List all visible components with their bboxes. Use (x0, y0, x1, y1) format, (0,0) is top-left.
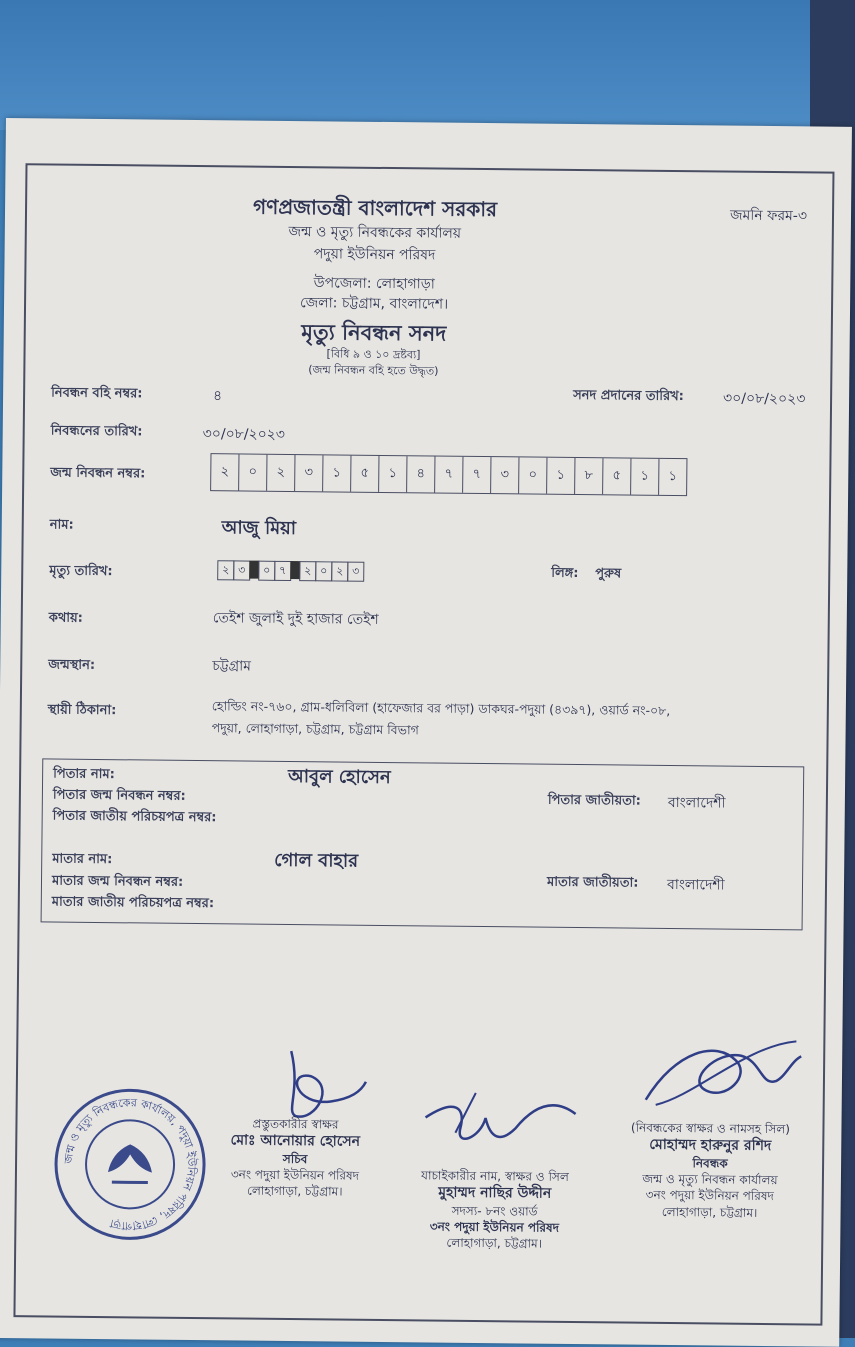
father-reg-label: পিতার জন্ম নিবন্ধন নম্বর: (52, 787, 186, 804)
birth-reg-label: জন্ম নিবন্ধন নম্বর: (50, 465, 146, 482)
registrar-office: জন্ম ও মৃত্যু নিবন্ধন কার্যালয় (642, 1171, 778, 1188)
seal-emblem-icon (108, 1144, 152, 1172)
preparer-title: সচিব (282, 1152, 308, 1167)
preparer-block (190, 1115, 401, 1201)
verifier-name: মুহাম্মদ নাছির উদ্দীন (438, 1184, 552, 1202)
birth-reg-digit: ১ (323, 455, 351, 491)
mother-reg-label: মাতার জন্ম নিবন্ধন নম্বর: (51, 873, 184, 890)
birth-reg-digit: ৫ (351, 456, 379, 492)
in-words-value: তেইশ জুলাই দুই হাজার তেইশ (212, 610, 379, 628)
preparer-name: মোঃ আনোয়ার হোসেন (230, 1132, 361, 1150)
address-line-1: হোল্ডিং নং-৭৬০, গ্রাম-ধলিবিলা (হাফেজার বর পাড়া) ডাকঘর-পদুয়া (৪৩৯৭), ওয়ার্ড নং-০৮, (211, 698, 671, 718)
birth-reg-digit: ২ (267, 455, 295, 491)
father-nationality-label: পিতার জাতীয়তা: (547, 792, 641, 809)
verifier-org: ৩নং পদুয়া ইউনিয়ন পরিষদ (429, 1219, 560, 1236)
birth-reg-number (210, 453, 687, 496)
death-date-digit: ২ (217, 560, 234, 580)
district-heading: জেলা: চট্টগ্রাম, বাংলাদেশ। (299, 295, 449, 313)
mother-name-label: মাতার নাম: (52, 851, 113, 868)
source-note: (জন্ম নিবন্ধন বহি হতে উদ্ধৃত) (308, 363, 439, 378)
issue-date-value: ৩০/০৮/২০২৩ (723, 390, 806, 408)
svg-text:জন্ম ও মৃত্যু নিবন্ধকের কার্যা (61, 1095, 199, 1233)
birth-reg-digit: ৭ (463, 457, 491, 493)
death-date-digit: ০ (315, 561, 332, 581)
sex-label: লিঙ্গ: (551, 565, 579, 582)
preparer-place: লোহাগাড়া, চট্টগ্রাম। (246, 1184, 343, 1200)
verifier-label: যাচাইকারীর নাম, স্বাক্ষর ও সিল (421, 1168, 569, 1184)
birth-reg-digit: ০ (239, 454, 267, 490)
registrar-org: ৩নং পদুয়া ইউনিয়ন পরিষদ (645, 1188, 774, 1204)
form-number: জমনি ফরম-৩ (729, 207, 808, 225)
upazila-heading: উপজেলা: লোহাগাড়া (313, 275, 435, 293)
reg-date-label: নিবন্ধনের তারিখ: (50, 423, 143, 440)
death-date-digit: ৩ (233, 560, 250, 580)
death-date-digit: ২ (299, 561, 316, 581)
union-heading: পদুয়া ইউনিয়ন পরিষদ (313, 246, 436, 264)
death-date-boxes (217, 560, 363, 582)
preparer-signature (265, 1036, 376, 1127)
death-date-digit: ০ (258, 561, 275, 581)
registrar-title: নিবন্ধক (692, 1156, 728, 1171)
mother-nationality-label: মাতার জাতীয়তা: (546, 874, 639, 891)
death-date-digit: ৭ (274, 561, 291, 581)
birth-reg-digit: ১ (547, 458, 575, 494)
death-date-digit: ২ (331, 561, 348, 581)
verifier-title: সদস্য- ৮নং ওয়ার্ড (451, 1203, 538, 1219)
birth-reg-digit: ৫ (603, 458, 631, 494)
birth-reg-digit: ০ (519, 457, 547, 493)
certificate-title: মৃত্যু নিবন্ধন সনদ (301, 320, 447, 346)
official-seal (49, 1084, 211, 1246)
registrar-place: লোহাগাড়া, চট্টগ্রাম। (661, 1204, 758, 1220)
background-surface (0, 0, 855, 130)
preparer-org: ৩নং পদুয়া ইউনিয়ন পরিষদ (230, 1167, 360, 1184)
book-no-value: ৪ (213, 388, 223, 405)
father-name-value: আবুল হোসেন (288, 765, 391, 789)
birth-reg-digit: ১ (379, 456, 407, 492)
birth-reg-digit: ৩ (295, 455, 323, 491)
rule-reference: [বিধি ৯ ও ১০ দ্রষ্টব্য] (326, 347, 421, 362)
father-nid-label: পিতার জাতীয় পরিচয়পত্র নম্বর: (52, 808, 217, 826)
verifier-place: লোহাগাড়া, চট্টগ্রাম। (446, 1236, 543, 1252)
verifier-signature (415, 1077, 586, 1159)
address-line-2: পদুয়া, লোহাগাড়া, চট্টগ্রাম, চট্টগ্রাম বিভাগ (211, 720, 419, 738)
birth-reg-digit: ১ (668, 468, 678, 484)
birthplace-value: চট্টগ্রাম (212, 658, 252, 675)
birthplace-label: জন্মস্থান: (48, 657, 96, 673)
birth-reg-digit: ৩ (491, 457, 519, 493)
preparer-label: প্রস্তুতকারীর স্বাক্ষর (252, 1116, 339, 1132)
parents-box (41, 758, 805, 930)
birth-reg-digit: ১ (631, 459, 659, 495)
father-name-label: পিতার নাম: (53, 766, 115, 783)
registrar-label: (নিবন্ধকের স্বাক্ষর ও নামসহ সিল) (630, 1120, 791, 1137)
name-value: আজু মিয়া (221, 517, 297, 540)
gov-heading: গণপ্রজাতন্ত্রী বাংলাদেশ সরকার (252, 194, 498, 222)
address-label: স্থায়ী ঠিকানা: (47, 702, 117, 719)
mother-nationality-value: বাংলাদেশী (666, 876, 725, 894)
seal-text: জন্ম ও মৃত্যু নিবন্ধকের কার্যালয়, পদুয়া ইউনিয়ন পরিষদ, লোহাগাড়া (61, 1096, 199, 1233)
death-date-label: মৃত্যু তারিখ: (49, 563, 113, 580)
verifier-block (389, 1167, 600, 1253)
birth-reg-digit: ৮ (575, 458, 603, 494)
name-label: নাম: (49, 517, 74, 533)
birth-reg-digit: ২ (211, 454, 239, 490)
birth-reg-digit: ৭ (435, 457, 463, 493)
registrar-name: মোহাম্মদ হারুনুর রশিদ (649, 1136, 772, 1155)
sex-value: পুরুষ (595, 566, 622, 582)
birth-reg-digit: ৪ (407, 456, 435, 492)
registrar-signature (636, 1030, 817, 1122)
in-words-label: কথায়: (48, 610, 83, 626)
issue-date-label: সনদ প্রদানের তারিখ: (573, 387, 684, 405)
death-date-digit: ৩ (347, 562, 364, 582)
mother-name-value: গোল বাহার (274, 849, 359, 872)
father-nationality-value: বাংলাদেশী (667, 794, 726, 812)
book-no-label: নিবন্ধন বহি নম্বর: (51, 385, 143, 402)
registrar-block (605, 1119, 816, 1221)
reg-date-value: ৩০/০৮/২০২৩ (202, 426, 286, 443)
certificate-paper (0, 118, 852, 1347)
mother-nid-label: মাতার জাতীয় পরিচয়পত্র নম্বর: (51, 894, 215, 912)
office-heading: জন্ম ও মৃত্যু নিবন্ধকের কার্যালয় (288, 223, 462, 242)
